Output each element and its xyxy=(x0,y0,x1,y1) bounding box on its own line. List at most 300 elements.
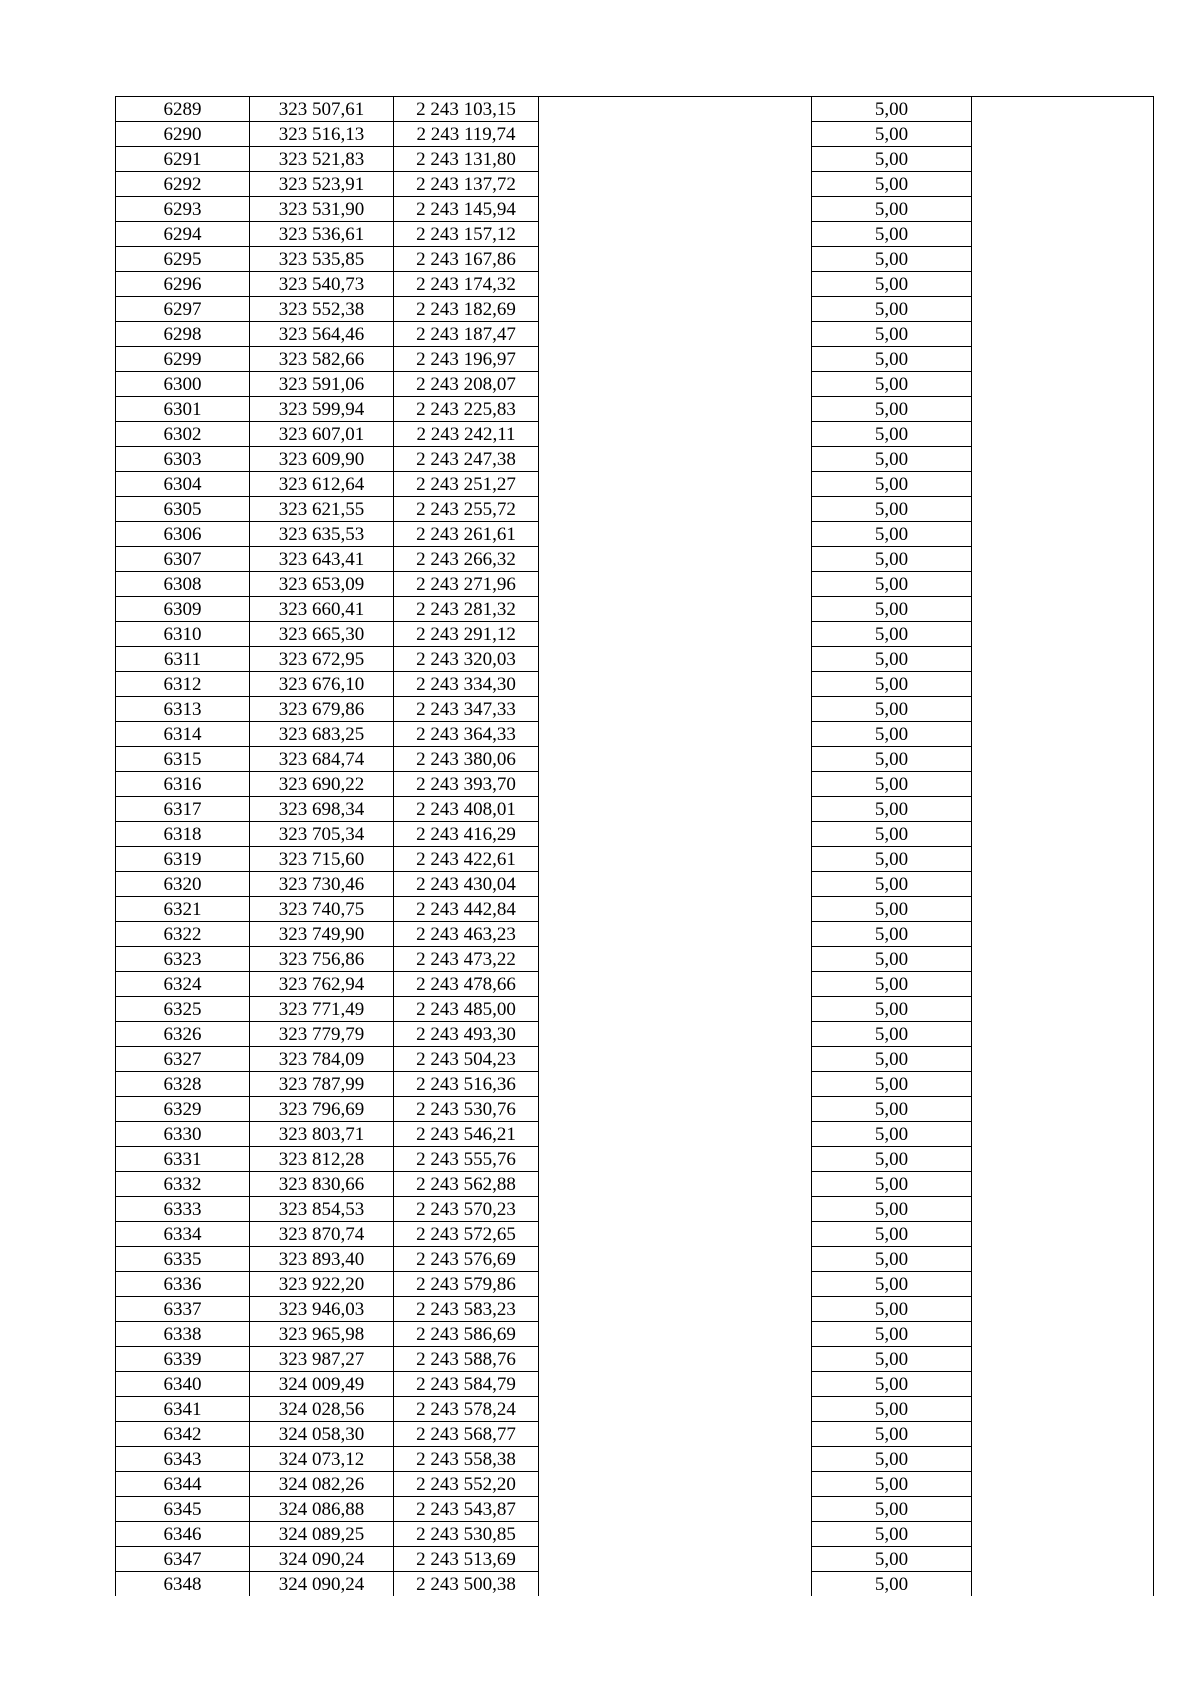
point-number-cell: 6308 xyxy=(116,572,250,597)
y-coordinate-cell: 2 243 572,65 xyxy=(394,1222,539,1247)
point-number-cell: 6306 xyxy=(116,522,250,547)
y-coordinate-cell: 2 243 261,61 xyxy=(394,522,539,547)
x-coordinate-cell: 323 609,90 xyxy=(250,447,394,472)
table-row xyxy=(116,1547,1154,1572)
empty-cell xyxy=(972,1522,1154,1547)
empty-cell xyxy=(539,1147,812,1172)
x-coordinate-cell: 323 523,91 xyxy=(250,172,394,197)
point-number-cell: 6296 xyxy=(116,272,250,297)
y-coordinate-cell: 2 243 196,97 xyxy=(394,347,539,372)
empty-cell xyxy=(539,772,812,797)
value-cell: 5,00 xyxy=(812,1547,972,1572)
y-coordinate-cell: 2 243 530,85 xyxy=(394,1522,539,1547)
x-coordinate-cell: 323 536,61 xyxy=(250,222,394,247)
empty-cell xyxy=(972,597,1154,622)
x-coordinate-cell: 323 607,01 xyxy=(250,422,394,447)
x-coordinate-cell: 323 660,41 xyxy=(250,597,394,622)
y-coordinate-cell: 2 243 485,00 xyxy=(394,997,539,1022)
y-coordinate-cell: 2 243 416,29 xyxy=(394,822,539,847)
point-number-cell: 6289 xyxy=(116,97,250,122)
x-coordinate-cell: 323 749,90 xyxy=(250,922,394,947)
x-coordinate-cell: 323 779,79 xyxy=(250,1022,394,1047)
y-coordinate-cell: 2 243 281,32 xyxy=(394,597,539,622)
value-cell: 5,00 xyxy=(812,1197,972,1222)
point-number-cell: 6323 xyxy=(116,947,250,972)
empty-cell xyxy=(539,1397,812,1422)
value-cell: 5,00 xyxy=(812,1297,972,1322)
x-coordinate-cell: 323 796,69 xyxy=(250,1097,394,1122)
value-cell: 5,00 xyxy=(812,1447,972,1472)
y-coordinate-cell: 2 243 568,77 xyxy=(394,1422,539,1447)
empty-cell xyxy=(539,247,812,272)
y-coordinate-cell: 2 243 247,38 xyxy=(394,447,539,472)
empty-cell xyxy=(539,972,812,997)
empty-cell xyxy=(539,1322,812,1347)
table-row xyxy=(116,1222,1154,1247)
empty-cell xyxy=(539,547,812,572)
table-row xyxy=(116,772,1154,797)
empty-cell xyxy=(539,1122,812,1147)
y-coordinate-cell: 2 243 347,33 xyxy=(394,697,539,722)
empty-cell xyxy=(539,1272,812,1297)
y-coordinate-cell: 2 243 570,23 xyxy=(394,1197,539,1222)
point-number-cell: 6331 xyxy=(116,1147,250,1172)
x-coordinate-cell: 323 946,03 xyxy=(250,1297,394,1322)
table-row xyxy=(116,1197,1154,1222)
table-row xyxy=(116,722,1154,747)
y-coordinate-cell: 2 243 546,21 xyxy=(394,1122,539,1147)
y-coordinate-cell: 2 243 251,27 xyxy=(394,472,539,497)
x-coordinate-cell: 323 516,13 xyxy=(250,122,394,147)
x-coordinate-cell: 324 082,26 xyxy=(250,1472,394,1497)
x-coordinate-cell: 323 683,25 xyxy=(250,722,394,747)
value-cell: 5,00 xyxy=(812,297,972,322)
y-coordinate-cell: 2 243 576,69 xyxy=(394,1247,539,1272)
table-row xyxy=(116,322,1154,347)
value-cell: 5,00 xyxy=(812,947,972,972)
y-coordinate-cell: 2 243 271,96 xyxy=(394,572,539,597)
x-coordinate-cell: 323 507,61 xyxy=(250,97,394,122)
point-number-cell: 6291 xyxy=(116,147,250,172)
point-number-cell: 6347 xyxy=(116,1547,250,1572)
table-row xyxy=(116,1347,1154,1372)
empty-cell xyxy=(972,997,1154,1022)
value-cell: 5,00 xyxy=(812,1272,972,1297)
empty-cell xyxy=(539,197,812,222)
empty-cell xyxy=(539,1097,812,1122)
empty-cell xyxy=(972,1272,1154,1297)
table-row xyxy=(116,797,1154,822)
x-coordinate-cell: 324 089,25 xyxy=(250,1522,394,1547)
empty-cell xyxy=(972,222,1154,247)
value-cell: 5,00 xyxy=(812,1397,972,1422)
value-cell: 5,00 xyxy=(812,1372,972,1397)
empty-cell xyxy=(539,1572,812,1597)
empty-cell xyxy=(972,672,1154,697)
point-number-cell: 6339 xyxy=(116,1347,250,1372)
x-coordinate-cell: 323 653,09 xyxy=(250,572,394,597)
value-cell: 5,00 xyxy=(812,522,972,547)
y-coordinate-cell: 2 243 364,33 xyxy=(394,722,539,747)
point-number-cell: 6343 xyxy=(116,1447,250,1472)
table-row xyxy=(116,872,1154,897)
empty-cell xyxy=(539,1247,812,1272)
y-coordinate-cell: 2 243 225,83 xyxy=(394,397,539,422)
table-row xyxy=(116,297,1154,322)
empty-cell xyxy=(972,172,1154,197)
empty-cell xyxy=(972,1472,1154,1497)
point-number-cell: 6348 xyxy=(116,1572,250,1597)
table-row xyxy=(116,1322,1154,1347)
x-coordinate-cell: 323 643,41 xyxy=(250,547,394,572)
empty-cell xyxy=(972,1322,1154,1347)
point-number-cell: 6305 xyxy=(116,497,250,522)
empty-cell xyxy=(539,372,812,397)
y-coordinate-cell: 2 243 174,32 xyxy=(394,272,539,297)
y-coordinate-cell: 2 243 530,76 xyxy=(394,1097,539,1122)
empty-cell xyxy=(539,947,812,972)
y-coordinate-cell: 2 243 513,69 xyxy=(394,1547,539,1572)
empty-cell xyxy=(972,1247,1154,1272)
empty-cell xyxy=(972,97,1154,122)
empty-cell xyxy=(972,147,1154,172)
point-number-cell: 6313 xyxy=(116,697,250,722)
empty-cell xyxy=(972,1047,1154,1072)
y-coordinate-cell: 2 243 588,76 xyxy=(394,1347,539,1372)
y-coordinate-cell: 2 243 208,07 xyxy=(394,372,539,397)
empty-cell xyxy=(539,322,812,347)
x-coordinate-cell: 323 705,34 xyxy=(250,822,394,847)
value-cell: 5,00 xyxy=(812,397,972,422)
y-coordinate-cell: 2 243 242,11 xyxy=(394,422,539,447)
value-cell: 5,00 xyxy=(812,672,972,697)
y-coordinate-cell: 2 243 131,80 xyxy=(394,147,539,172)
empty-cell xyxy=(539,1297,812,1322)
value-cell: 5,00 xyxy=(812,572,972,597)
coordinates-table xyxy=(115,96,1154,1596)
empty-cell xyxy=(539,647,812,672)
table-row xyxy=(116,647,1154,672)
value-cell: 5,00 xyxy=(812,1222,972,1247)
y-coordinate-cell: 2 243 320,03 xyxy=(394,647,539,672)
point-number-cell: 6292 xyxy=(116,172,250,197)
table-row xyxy=(116,447,1154,472)
x-coordinate-cell: 324 086,88 xyxy=(250,1497,394,1522)
x-coordinate-cell: 323 698,34 xyxy=(250,797,394,822)
table-row xyxy=(116,1047,1154,1072)
empty-cell xyxy=(539,697,812,722)
table-row xyxy=(116,1272,1154,1297)
x-coordinate-cell: 323 730,46 xyxy=(250,872,394,897)
point-number-cell: 6327 xyxy=(116,1047,250,1072)
y-coordinate-cell: 2 243 145,94 xyxy=(394,197,539,222)
empty-cell xyxy=(972,1072,1154,1097)
empty-cell xyxy=(972,272,1154,297)
table-row xyxy=(116,1297,1154,1322)
empty-cell xyxy=(972,372,1154,397)
empty-cell xyxy=(972,497,1154,522)
y-coordinate-cell: 2 243 380,06 xyxy=(394,747,539,772)
empty-cell xyxy=(539,922,812,947)
y-coordinate-cell: 2 243 578,24 xyxy=(394,1397,539,1422)
point-number-cell: 6324 xyxy=(116,972,250,997)
y-coordinate-cell: 2 243 478,66 xyxy=(394,972,539,997)
y-coordinate-cell: 2 243 266,32 xyxy=(394,547,539,572)
table-row xyxy=(116,697,1154,722)
empty-cell xyxy=(972,1197,1154,1222)
value-cell: 5,00 xyxy=(812,222,972,247)
y-coordinate-cell: 2 243 463,23 xyxy=(394,922,539,947)
empty-cell xyxy=(539,897,812,922)
value-cell: 5,00 xyxy=(812,772,972,797)
table-row xyxy=(116,572,1154,597)
value-cell: 5,00 xyxy=(812,897,972,922)
table-row xyxy=(116,972,1154,997)
point-number-cell: 6340 xyxy=(116,1372,250,1397)
table-row xyxy=(116,222,1154,247)
empty-cell xyxy=(539,822,812,847)
point-number-cell: 6321 xyxy=(116,897,250,922)
empty-cell xyxy=(972,847,1154,872)
empty-cell xyxy=(539,272,812,297)
empty-cell xyxy=(972,972,1154,997)
x-coordinate-cell: 323 564,46 xyxy=(250,322,394,347)
y-coordinate-cell: 2 243 586,69 xyxy=(394,1322,539,1347)
y-coordinate-cell: 2 243 422,61 xyxy=(394,847,539,872)
empty-cell xyxy=(539,522,812,547)
x-coordinate-cell: 323 621,55 xyxy=(250,497,394,522)
x-coordinate-cell: 323 676,10 xyxy=(250,672,394,697)
empty-cell xyxy=(972,622,1154,647)
empty-cell xyxy=(972,647,1154,672)
value-cell: 5,00 xyxy=(812,597,972,622)
empty-cell xyxy=(972,247,1154,272)
empty-cell xyxy=(539,347,812,372)
empty-cell xyxy=(972,1147,1154,1172)
table-row xyxy=(116,747,1154,772)
empty-cell xyxy=(972,422,1154,447)
y-coordinate-cell: 2 243 291,12 xyxy=(394,622,539,647)
value-cell: 5,00 xyxy=(812,547,972,572)
point-number-cell: 6303 xyxy=(116,447,250,472)
point-number-cell: 6335 xyxy=(116,1247,250,1272)
empty-cell xyxy=(972,1297,1154,1322)
value-cell: 5,00 xyxy=(812,372,972,397)
table-row xyxy=(116,622,1154,647)
empty-cell xyxy=(539,122,812,147)
empty-cell xyxy=(539,872,812,897)
point-number-cell: 6304 xyxy=(116,472,250,497)
table-row xyxy=(116,422,1154,447)
y-coordinate-cell: 2 243 442,84 xyxy=(394,897,539,922)
empty-cell xyxy=(539,622,812,647)
x-coordinate-cell: 323 679,86 xyxy=(250,697,394,722)
value-cell: 5,00 xyxy=(812,922,972,947)
value-cell: 5,00 xyxy=(812,872,972,897)
empty-cell xyxy=(972,947,1154,972)
point-number-cell: 6333 xyxy=(116,1197,250,1222)
empty-cell xyxy=(972,472,1154,497)
x-coordinate-cell: 323 535,85 xyxy=(250,247,394,272)
x-coordinate-cell: 323 893,40 xyxy=(250,1247,394,1272)
value-cell: 5,00 xyxy=(812,172,972,197)
y-coordinate-cell: 2 243 157,12 xyxy=(394,222,539,247)
point-number-cell: 6294 xyxy=(116,222,250,247)
point-number-cell: 6311 xyxy=(116,647,250,672)
empty-cell xyxy=(972,347,1154,372)
empty-cell xyxy=(972,822,1154,847)
point-number-cell: 6315 xyxy=(116,747,250,772)
empty-cell xyxy=(539,747,812,772)
empty-cell xyxy=(972,572,1154,597)
value-cell: 5,00 xyxy=(812,1322,972,1347)
x-coordinate-cell: 324 009,49 xyxy=(250,1372,394,1397)
value-cell: 5,00 xyxy=(812,1472,972,1497)
empty-cell xyxy=(972,1347,1154,1372)
x-coordinate-cell: 323 965,98 xyxy=(250,1322,394,1347)
value-cell: 5,00 xyxy=(812,1147,972,1172)
y-coordinate-cell: 2 243 504,23 xyxy=(394,1047,539,1072)
empty-cell xyxy=(972,872,1154,897)
empty-cell xyxy=(539,447,812,472)
table-row xyxy=(116,247,1154,272)
x-coordinate-cell: 323 812,28 xyxy=(250,1147,394,1172)
empty-cell xyxy=(972,322,1154,347)
x-coordinate-cell: 323 599,94 xyxy=(250,397,394,422)
empty-cell xyxy=(539,1522,812,1547)
x-coordinate-cell: 323 672,95 xyxy=(250,647,394,672)
value-cell: 5,00 xyxy=(812,847,972,872)
empty-cell xyxy=(539,572,812,597)
y-coordinate-cell: 2 243 187,47 xyxy=(394,322,539,347)
empty-cell xyxy=(972,1497,1154,1522)
empty-cell xyxy=(539,497,812,522)
point-number-cell: 6309 xyxy=(116,597,250,622)
table-row xyxy=(116,122,1154,147)
value-cell: 5,00 xyxy=(812,1122,972,1147)
table-row xyxy=(116,1072,1154,1097)
x-coordinate-cell: 323 740,75 xyxy=(250,897,394,922)
value-cell: 5,00 xyxy=(812,997,972,1022)
table-row xyxy=(116,1472,1154,1497)
value-cell: 5,00 xyxy=(812,247,972,272)
table-row xyxy=(116,397,1154,422)
empty-cell xyxy=(539,472,812,497)
value-cell: 5,00 xyxy=(812,697,972,722)
table-row xyxy=(116,1447,1154,1472)
table-row xyxy=(116,1097,1154,1122)
value-cell: 5,00 xyxy=(812,797,972,822)
point-number-cell: 6334 xyxy=(116,1222,250,1247)
value-cell: 5,00 xyxy=(812,1497,972,1522)
value-cell: 5,00 xyxy=(812,197,972,222)
value-cell: 5,00 xyxy=(812,447,972,472)
table-row xyxy=(116,97,1154,122)
empty-cell xyxy=(539,1497,812,1522)
value-cell: 5,00 xyxy=(812,122,972,147)
value-cell: 5,00 xyxy=(812,1047,972,1072)
point-number-cell: 6329 xyxy=(116,1097,250,1122)
table-row xyxy=(116,347,1154,372)
point-number-cell: 6342 xyxy=(116,1422,250,1447)
empty-cell xyxy=(972,1547,1154,1572)
x-coordinate-cell: 323 690,22 xyxy=(250,772,394,797)
x-coordinate-cell: 324 028,56 xyxy=(250,1397,394,1422)
table-row xyxy=(116,847,1154,872)
coordinates-table-body xyxy=(116,97,1154,1597)
point-number-cell: 6328 xyxy=(116,1072,250,1097)
empty-cell xyxy=(972,1022,1154,1047)
empty-cell xyxy=(972,522,1154,547)
x-coordinate-cell: 324 090,24 xyxy=(250,1572,394,1597)
value-cell: 5,00 xyxy=(812,1422,972,1447)
empty-cell xyxy=(972,1572,1154,1597)
table-row xyxy=(116,897,1154,922)
y-coordinate-cell: 2 243 334,30 xyxy=(394,672,539,697)
table-row xyxy=(116,1147,1154,1172)
table-row xyxy=(116,522,1154,547)
x-coordinate-cell: 323 870,74 xyxy=(250,1222,394,1247)
empty-cell xyxy=(972,297,1154,322)
y-coordinate-cell: 2 243 473,22 xyxy=(394,947,539,972)
value-cell: 5,00 xyxy=(812,1097,972,1122)
y-coordinate-cell: 2 243 393,70 xyxy=(394,772,539,797)
value-cell: 5,00 xyxy=(812,1347,972,1372)
value-cell: 5,00 xyxy=(812,147,972,172)
table-row xyxy=(116,1497,1154,1522)
y-coordinate-cell: 2 243 552,20 xyxy=(394,1472,539,1497)
value-cell: 5,00 xyxy=(812,422,972,447)
value-cell: 5,00 xyxy=(812,822,972,847)
y-coordinate-cell: 2 243 103,15 xyxy=(394,97,539,122)
point-number-cell: 6290 xyxy=(116,122,250,147)
empty-cell xyxy=(539,1172,812,1197)
value-cell: 5,00 xyxy=(812,622,972,647)
table-row xyxy=(116,1572,1154,1597)
point-number-cell: 6317 xyxy=(116,797,250,822)
empty-cell xyxy=(539,1372,812,1397)
x-coordinate-cell: 323 531,90 xyxy=(250,197,394,222)
point-number-cell: 6302 xyxy=(116,422,250,447)
table-row xyxy=(116,197,1154,222)
x-coordinate-cell: 323 771,49 xyxy=(250,997,394,1022)
point-number-cell: 6310 xyxy=(116,622,250,647)
x-coordinate-cell: 323 715,60 xyxy=(250,847,394,872)
x-coordinate-cell: 323 684,74 xyxy=(250,747,394,772)
y-coordinate-cell: 2 243 562,88 xyxy=(394,1172,539,1197)
table-row xyxy=(116,597,1154,622)
table-row xyxy=(116,822,1154,847)
y-coordinate-cell: 2 243 558,38 xyxy=(394,1447,539,1472)
y-coordinate-cell: 2 243 543,87 xyxy=(394,1497,539,1522)
point-number-cell: 6336 xyxy=(116,1272,250,1297)
x-coordinate-cell: 323 756,86 xyxy=(250,947,394,972)
point-number-cell: 6301 xyxy=(116,397,250,422)
empty-cell xyxy=(539,1022,812,1047)
y-coordinate-cell: 2 243 182,69 xyxy=(394,297,539,322)
x-coordinate-cell: 323 922,20 xyxy=(250,1272,394,1297)
empty-cell xyxy=(972,897,1154,922)
point-number-cell: 6337 xyxy=(116,1297,250,1322)
empty-cell xyxy=(972,1447,1154,1472)
value-cell: 5,00 xyxy=(812,1172,972,1197)
point-number-cell: 6318 xyxy=(116,822,250,847)
empty-cell xyxy=(539,97,812,122)
value-cell: 5,00 xyxy=(812,647,972,672)
table-row xyxy=(116,1372,1154,1397)
empty-cell xyxy=(539,422,812,447)
point-number-cell: 6332 xyxy=(116,1172,250,1197)
